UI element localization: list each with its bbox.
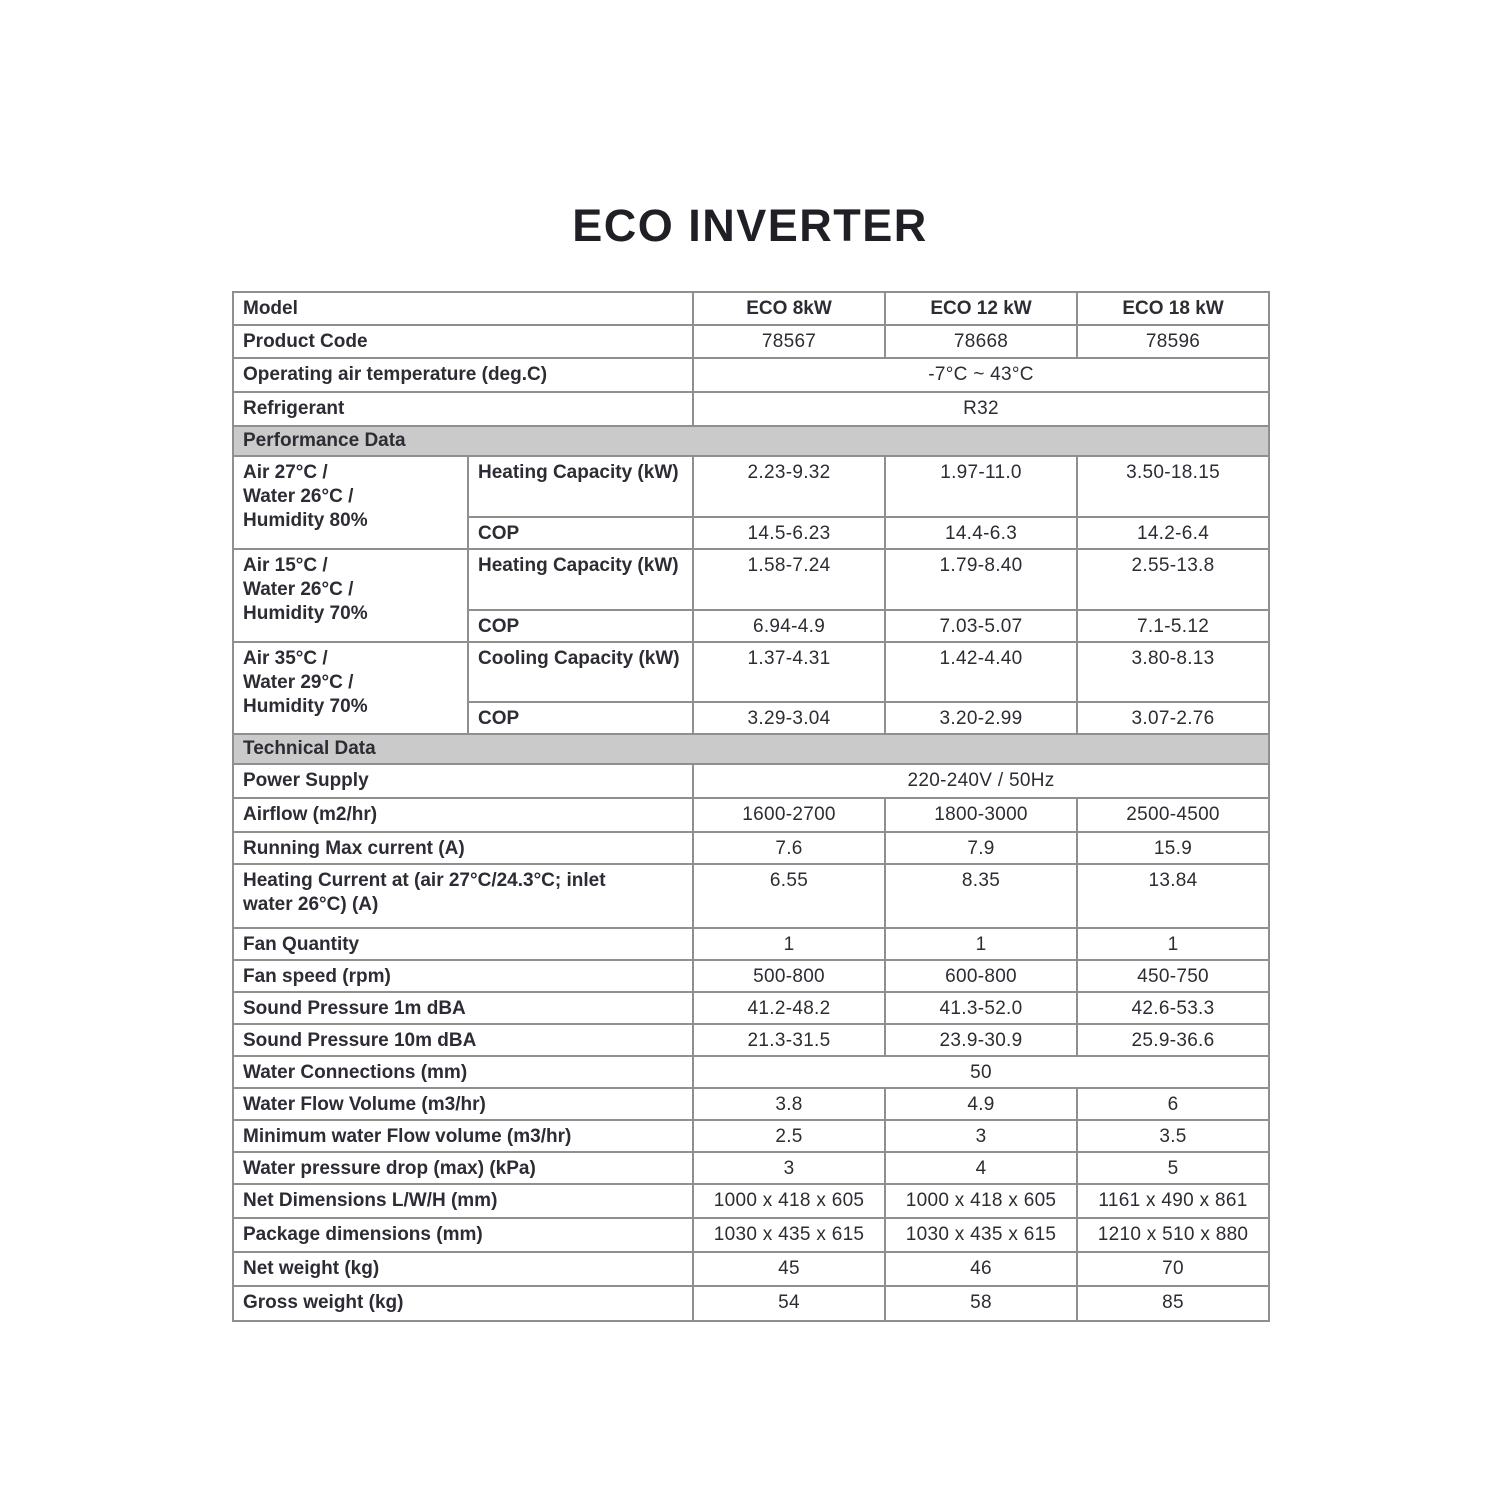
row-sound-pressure-1m	[233, 992, 1269, 1024]
section-title: Technical Data	[233, 734, 1269, 764]
row-label: Net Dimensions L/W/H (mm)	[233, 1184, 693, 1218]
cell-value: 1	[693, 928, 885, 960]
cell-value: 13.84	[1077, 864, 1269, 928]
row-label: Water pressure drop (max) (kPa)	[233, 1152, 693, 1184]
row-label: Power Supply	[233, 764, 693, 798]
condition-cell	[233, 456, 468, 549]
cell-value: 1210 x 510 x 880	[1077, 1218, 1269, 1252]
cell-value: 1.58-7.24	[693, 549, 885, 610]
row-gross-weight	[233, 1286, 1269, 1321]
condition-cell	[233, 549, 468, 642]
cell-value: 3	[693, 1152, 885, 1184]
cell-value: 1161 x 490 x 861	[1077, 1184, 1269, 1218]
cell-value: 2.5	[693, 1120, 885, 1152]
spec-table	[232, 291, 1270, 1322]
cell-value: 5	[1077, 1152, 1269, 1184]
row-minimum-water-flow	[233, 1120, 1269, 1152]
row-label: Running Max current (A)	[233, 832, 693, 864]
row-running-max-current	[233, 832, 1269, 864]
condition-line: Water 29°C /	[243, 672, 354, 693]
row-label: Refrigerant	[233, 392, 693, 426]
cell-value: 3.8	[693, 1088, 885, 1120]
model-column-eco-18kw: ECO 18 kW	[1077, 292, 1269, 325]
metric-label: COP	[468, 517, 693, 549]
row-refrigerant	[233, 392, 1269, 426]
row-net-weight	[233, 1252, 1269, 1286]
cell-value: 3.80-8.13	[1077, 642, 1269, 702]
row-label: Water Connections (mm)	[233, 1056, 693, 1088]
row-package-dimensions	[233, 1218, 1269, 1252]
cell-value: 14.2-6.4	[1077, 517, 1269, 549]
cell-value: 1800-3000	[885, 798, 1077, 832]
metric-label: COP	[468, 702, 693, 734]
row-label	[233, 864, 693, 928]
cell-value: 14.5-6.23	[693, 517, 885, 549]
row-label: Fan speed (rpm)	[233, 960, 693, 992]
cell-value: 70	[1077, 1252, 1269, 1286]
model-column-eco-8kw: ECO 8kW	[693, 292, 885, 325]
condition-line: Water 26°C /	[243, 579, 354, 600]
row-label: Product Code	[233, 325, 693, 358]
row-water-connections	[233, 1056, 1269, 1088]
cell-value: 58	[885, 1286, 1077, 1321]
cell-value: 54	[693, 1286, 885, 1321]
model-header-label: Model	[233, 292, 693, 325]
row-airflow	[233, 798, 1269, 832]
row-label: Fan Quantity	[233, 928, 693, 960]
cell-value: 6.94-4.9	[693, 610, 885, 642]
section-header-performance-data	[233, 426, 1269, 456]
cell-value: 3.5	[1077, 1120, 1269, 1152]
cell-value: 1600-2700	[693, 798, 885, 832]
cell-value: 25.9-36.6	[1077, 1024, 1269, 1056]
cell-value: 3.07-2.76	[1077, 702, 1269, 734]
row-label: Sound Pressure 1m dBA	[233, 992, 693, 1024]
cell-value: 14.4-6.3	[885, 517, 1077, 549]
row-label: Gross weight (kg)	[233, 1286, 693, 1321]
cell-value: 45	[693, 1252, 885, 1286]
cell-value: 85	[1077, 1286, 1269, 1321]
cell-value: 4	[885, 1152, 1077, 1184]
cell-value: 6.55	[693, 864, 885, 928]
row-label: Minimum water Flow volume (m3/hr)	[233, 1120, 693, 1152]
cell-value: 3.29-3.04	[693, 702, 885, 734]
model-header-row	[233, 292, 1269, 325]
cell-value: 41.2-48.2	[693, 992, 885, 1024]
row-label: Net weight (kg)	[233, 1252, 693, 1286]
cell-value: 4.9	[885, 1088, 1077, 1120]
cell-value-span: 50	[693, 1056, 1269, 1088]
row-label: Sound Pressure 10m dBA	[233, 1024, 693, 1056]
condition-line: Air 35°C /	[243, 648, 328, 669]
cell-value: 1000 x 418 x 605	[885, 1184, 1077, 1218]
cell-value: 3.50-18.15	[1077, 456, 1269, 517]
row-label-text: Heating Current at (air 27°C/24.3°C; inlet water 26°C) (A)	[243, 870, 606, 915]
model-column-eco-12kw: ECO 12 kW	[885, 292, 1077, 325]
condition-line: Air 15°C /	[243, 555, 328, 576]
cell-value: 23.9-30.9	[885, 1024, 1077, 1056]
section-header-technical-data	[233, 734, 1269, 764]
row-label: Package dimensions (mm)	[233, 1218, 693, 1252]
row-sound-pressure-10m	[233, 1024, 1269, 1056]
cell-value: 3.20-2.99	[885, 702, 1077, 734]
cell-value: 600-800	[885, 960, 1077, 992]
row-label: Airflow (m2/hr)	[233, 798, 693, 832]
cell-value: 1.79-8.40	[885, 549, 1077, 610]
cell-value-span: 220-240V / 50Hz	[693, 764, 1269, 798]
row-net-dimensions	[233, 1184, 1269, 1218]
cell-value: 8.35	[885, 864, 1077, 928]
metric-label: Heating Capacity (kW)	[468, 549, 693, 610]
metric-label: Cooling Capacity (kW)	[468, 642, 693, 702]
row-power-supply	[233, 764, 1269, 798]
row-fan-speed	[233, 960, 1269, 992]
condition-cell	[233, 642, 468, 734]
cell-value-span: R32	[693, 392, 1269, 426]
cell-value: 78596	[1077, 325, 1269, 358]
row-perf-air35-cooling	[233, 642, 1269, 702]
row-product-code	[233, 325, 1269, 358]
cell-value: 2.23-9.32	[693, 456, 885, 517]
cell-value: 7.6	[693, 832, 885, 864]
condition-line: Humidity 70%	[243, 696, 368, 717]
row-water-pressure-drop	[233, 1152, 1269, 1184]
cell-value: 78668	[885, 325, 1077, 358]
row-operating-temperature	[233, 358, 1269, 392]
cell-value: 1	[1077, 928, 1269, 960]
cell-value: 1.37-4.31	[693, 642, 885, 702]
metric-label: Heating Capacity (kW)	[468, 456, 693, 517]
row-label: Operating air temperature (deg.C)	[233, 358, 693, 392]
cell-value: 3	[885, 1120, 1077, 1152]
cell-value: 7.9	[885, 832, 1077, 864]
cell-value: 7.03-5.07	[885, 610, 1077, 642]
condition-line: Air 27°C /	[243, 462, 328, 483]
row-water-flow-volume	[233, 1088, 1269, 1120]
cell-value: 1000 x 418 x 605	[693, 1184, 885, 1218]
cell-value: 6	[1077, 1088, 1269, 1120]
row-label: Water Flow Volume (m3/hr)	[233, 1088, 693, 1120]
cell-value: 41.3-52.0	[885, 992, 1077, 1024]
condition-line: Water 26°C /	[243, 486, 354, 507]
cell-value: 46	[885, 1252, 1077, 1286]
row-fan-quantity	[233, 928, 1269, 960]
metric-label: COP	[468, 610, 693, 642]
cell-value: 21.3-31.5	[693, 1024, 885, 1056]
cell-value: 2500-4500	[1077, 798, 1269, 832]
condition-line: Humidity 80%	[243, 510, 368, 531]
cell-value: 500-800	[693, 960, 885, 992]
section-title: Performance Data	[233, 426, 1269, 456]
row-heating-current	[233, 864, 1269, 928]
cell-value: 450-750	[1077, 960, 1269, 992]
cell-value-span: -7°C ~ 43°C	[693, 358, 1269, 392]
row-perf-air15-heating	[233, 549, 1269, 610]
cell-value: 42.6-53.3	[1077, 992, 1269, 1024]
condition-line: Humidity 70%	[243, 603, 368, 624]
cell-value: 7.1-5.12	[1077, 610, 1269, 642]
row-perf-air27-heating	[233, 456, 1269, 517]
cell-value: 1030 x 435 x 615	[885, 1218, 1077, 1252]
page-title: ECO INVERTER	[572, 200, 928, 251]
cell-value: 1	[885, 928, 1077, 960]
cell-value: 2.55-13.8	[1077, 549, 1269, 610]
cell-value: 1.97-11.0	[885, 456, 1077, 517]
cell-value: 15.9	[1077, 832, 1269, 864]
cell-value: 78567	[693, 325, 885, 358]
cell-value: 1.42-4.40	[885, 642, 1077, 702]
cell-value: 1030 x 435 x 615	[693, 1218, 885, 1252]
